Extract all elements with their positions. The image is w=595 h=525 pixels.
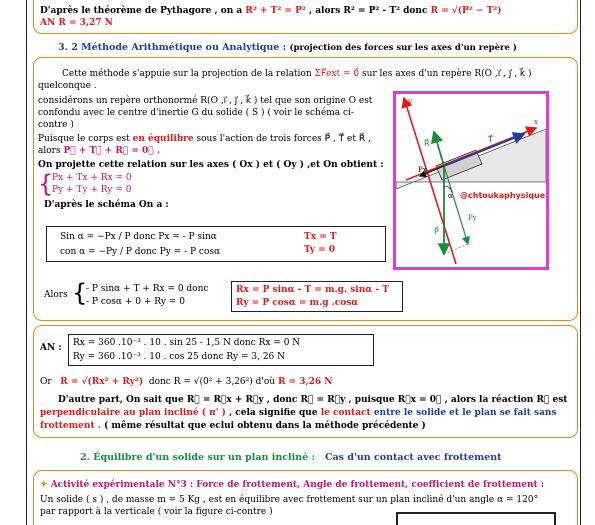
tx-value: Tx = T	[304, 232, 337, 242]
figure-frame	[393, 91, 549, 270]
rx-result: Rx = P sinα - T = m.g. sinα - T	[236, 285, 389, 295]
p6: alors P⃗ + T⃗ + R⃗ = 0⃗ .	[38, 146, 160, 156]
activity-l2: par rapport à la verticale ( voir la figure ci-contre )	[40, 507, 273, 517]
alors-eq-1: - P sinα + T + Rx = 0 donc	[86, 284, 209, 294]
section-3-2-title: 3. 2 Méthode Arithmétique ou Analytique : (projection des forces sur les axes d'un repère )	[58, 42, 517, 53]
p4: contre )	[38, 120, 74, 130]
an-p2: perpendiculaire au plan incliné ( π' ) , cela signifie que le contact entre le solide et le plan se fait sans	[40, 408, 557, 418]
activity-figure-box	[396, 512, 556, 525]
ty-value: Ty = 0	[304, 245, 336, 255]
alors-brace: {	[72, 279, 88, 307]
or-line: Or R = √(Rx² + Ry²) donc R = √(0² + 3,26²) d'où R = 3,26 N	[40, 377, 333, 387]
label-r: R⃗	[424, 139, 430, 148]
reaction-vector	[434, 132, 444, 166]
activity-title: ✦ Activité expérimentale N°3 : Force de frottement, Angle de frottement, coefficient de frottement :	[40, 480, 545, 490]
an-p3: frottement . ( même résultat que eclui obtenu dans la méthode précédente )	[40, 421, 426, 431]
label-y: y	[408, 97, 413, 106]
label-px: Px	[418, 166, 427, 174]
pythagore-result: AN R = 3,27 N	[40, 18, 113, 28]
an-rx: Rx = 360 .10⁻³ . 10 . sin 25 - 1,5 N donc Rx = 0 N	[73, 338, 301, 348]
an-p1: D'autre part, On sait que R⃗ = R⃗x + R⃗y , donc R⃗ = R⃗y , puisque R⃗x = 0⃗ , alors la réaction R⃗ est	[58, 395, 568, 405]
an-ry: Ry = 360 .10⁻³ . 10 . cos 25 donc Ry = 3, 26 N	[73, 352, 286, 362]
system-eq-2: Py + Ty + Ry = 0	[52, 185, 132, 195]
alors-label: Alors	[44, 290, 68, 300]
label-x: x	[534, 118, 538, 126]
ry-result: Ry = P cosα = m.g .cosα	[236, 298, 359, 308]
an-label: AN :	[40, 343, 62, 353]
p5: Puisque le corps est en équilibre sous l'action de trois forces P⃗ , T⃗ et R⃗ ,	[38, 134, 371, 144]
alors-eq-2: - P cosα + 0 + Ry = 0	[86, 297, 185, 307]
label-t: T⃗	[488, 135, 493, 144]
p8: D'après le schéma On a :	[44, 200, 169, 210]
sin-line: Sin α = −Px / P donc Px = - P sinα	[60, 232, 217, 242]
pythagore-line: D'après le théorème de Pythagore , on a R² + T² = P² , alors R² = P² - T² donc R = √(P² − T²)	[40, 6, 502, 16]
system-brace: {	[38, 170, 54, 198]
p1c: quelconque .	[38, 81, 97, 91]
system-eq-1: Px + Tx + Rx = 0	[52, 173, 132, 183]
projection-line	[444, 244, 468, 254]
p3: confondu avec le centre d'inertie G du solide ( S ) ( voir le schéma ci-	[38, 108, 354, 118]
section-2-title: 2. Équilibre d'un solide sur un plan incliné : Cas d'un contact avec frottement	[80, 452, 502, 463]
label-p: P⃗	[434, 227, 439, 236]
watermark: @chtoukaphysique	[460, 191, 546, 200]
label-alpha: α	[448, 192, 453, 200]
activity-l1: Un solide ( s ) , de masse m = 5 Kg , est en équilibre avec frottement sur un plan incliné d'un angle α = 120°	[40, 495, 539, 505]
p7: On projette cette relation sur les axes ( Ox ) et ( Oy ) ,et On obtient :	[38, 160, 384, 170]
p1: Cette méthode s'appuie sur la projection de la relation ΣF⃗ext = 0⃗ sur les axes d'un repère R(O ,i⃗ , j⃗ , k⃗ )	[62, 69, 532, 79]
force-diagram	[396, 94, 546, 267]
cos-line: con α = −Py / P donc Py = - P cosα	[60, 247, 221, 257]
p2: considérons un repère orthonormé R(O ,i⃗ , j⃗ , k⃗ ) tel que son origine O est	[38, 96, 373, 106]
label-py: Py	[468, 214, 477, 222]
